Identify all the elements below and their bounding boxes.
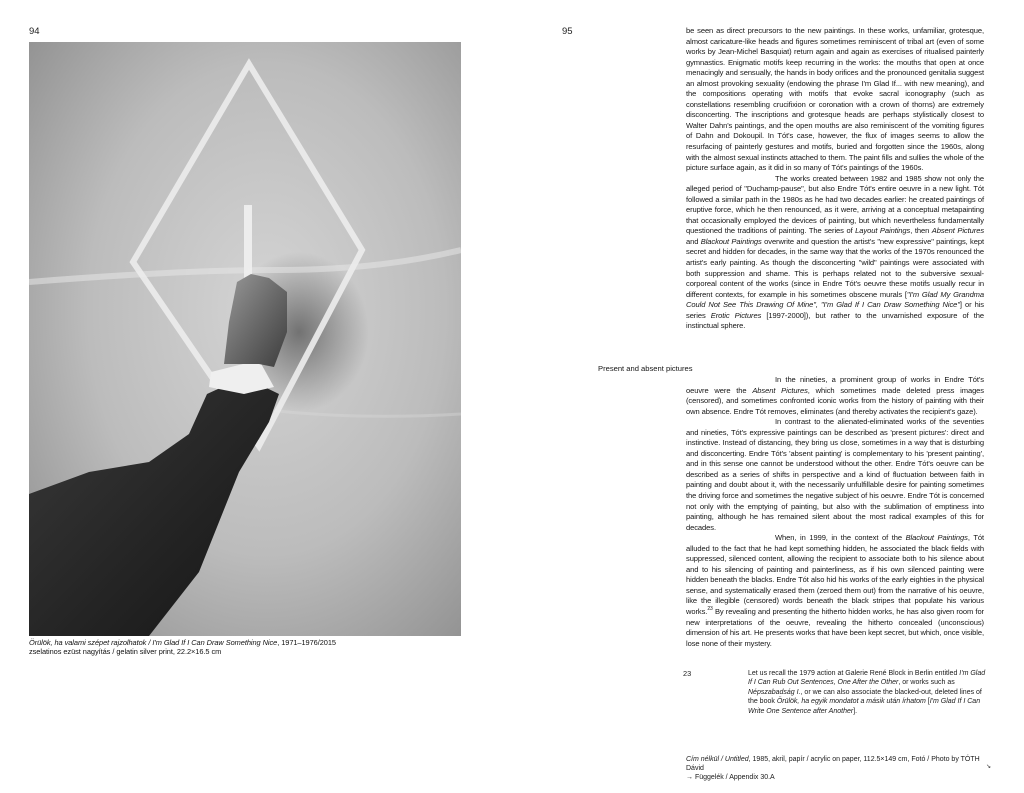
page-number-left: 94 xyxy=(29,26,40,37)
thumbnail-icon: ↘ xyxy=(986,764,992,770)
text-run: and xyxy=(686,236,701,246)
text-run: In contrast to the alienated-eliminated works of the seventies and nineties, Tót's expressive paintings can be described as 'present pictures': direct and instinctive. Instead of distancing, they bring us close, sometimes in a way that is disturbing and disconcerting. Endre Tót's 'absent painting' is complementary to his 'present painting', and in this sense one cannot be understood without the other. Endre Tót's oeuvre can be described as a series of shifts in perspective and a kind of fluctuation between faith in painting and doubt about it, with the necessarily unfulfillable desire for painting sometimes the driving force and sometimes the negative subject of his oeuvre. Endre Tót is concerned not only with the emptying of painting, but also with the sublimation of emptiness into painting, although he has remained silent about the most radical examples of this for decades. xyxy=(686,417,984,532)
left-page xyxy=(0,0,505,793)
artwork-caption-right xyxy=(686,755,986,783)
italic-title: Blackout Paintings xyxy=(700,236,762,246)
text-run: , then xyxy=(910,226,932,236)
text-run: The works created between 1982 and 1985 show not only the alleged period of "Duchamp-pause", but also Endre Tót's entire oeuvre in a new light. Tót followed a similar path in the 1980s as he had two decades earlier: he created paintings of eruptive force, which he then renounced, as it were, arriving at a conceptual metapainting that occasionally employed the devices of painting, but which nevertheless fundamentally questioned the traditions of painting. The series of xyxy=(686,173,984,236)
text-run: ]. xyxy=(853,707,858,715)
text-run: Let us recall the 1979 action at Galerie René Block in Berlin entitled xyxy=(748,670,960,677)
italic-title: Absent Pictures xyxy=(931,226,985,236)
footnote-number: 23 xyxy=(683,669,692,678)
text-run: When, in 1999, in the context of the xyxy=(775,533,906,543)
page-number-right: 95 xyxy=(562,26,573,37)
photo-chalk-vertical-stroke xyxy=(244,205,252,285)
caption-title-en: I'm Glad If I Can Draw Something Nice xyxy=(152,638,278,647)
italic-title: I'm Glad If I Can Write One Sentence after Another xyxy=(748,698,981,715)
text-run: , or we can also associate the blacked-out, deleted lines of the book xyxy=(748,688,982,706)
italic-title: Örülök, ha egyik mondatot a másik után írhatom xyxy=(776,698,926,706)
text-run: , which sometimes made deleted press images (censored), and sometimes confronted iconic works from the history of painting with their own absence. Endre Tót removes, eliminates (and thereby activates the recipient's gaze). xyxy=(686,385,984,416)
italic-title: Layout Paintings xyxy=(855,226,911,236)
italic-title: Erotic Pictures xyxy=(710,310,762,320)
section-body-text xyxy=(598,375,984,649)
section-heading: Present and absent pictures xyxy=(598,364,693,373)
text-run: In the nineties, a prominent group of works in Endre Tót's oeuvre were the xyxy=(686,375,984,395)
caption-right-details: , 1985, akril, papír / acrylic on paper, 112.5×149 cm, Fotó / Photo by TÓTH Dávid xyxy=(686,756,980,773)
paragraph xyxy=(686,174,984,332)
caption-title-line xyxy=(29,638,469,647)
body-text-column xyxy=(686,26,984,332)
caption-right-line-1 xyxy=(686,755,986,773)
caption-medium: zselatinos ezüst nagyítás / gelatin silver print, 22.2×16.5 cm xyxy=(29,647,222,657)
text-run: ] or his series xyxy=(686,300,984,320)
text-run: , Tót alluded to the fact that he had kept something hidden, he associated the black fields with suppressed, silenced content, allowing the recipient to associate both to his silence about and to his silencing of painting and painterliness, as if his own silenced painting were hidden beneath the blacks. Endre Tót also hid his works of the early eighties in the physical sense, and systematically erased them (zeroed them out) from the narrative of his oeuvre, like the illegible (censored) words beneath the black stripes that populate his various works. xyxy=(686,533,984,617)
section-body-inner xyxy=(598,375,984,649)
italic-title: Blackout Paintings xyxy=(905,533,968,543)
text-run: be seen as direct precursors to the new paintings. In these works, unfamiliar, grotesque, almost caricature-like heads and figures sometimes reminiscent of tribal art (even of some works by Jean-Michel Basquiat) return again and again as exercises of ritualised painterly gymnastics. Enigmatic motifs keep recurring in the works: the mouths that open at once menacingly and sensually, the hands in body orifices and the pronounced genitalia suggest an almost provoking sexuality (endowing the phrase I'm Glad If... with new meaning), and the compositions operating with motifs that evoke sacral iconography (such as constellations resembling crucifixion or coronation with a crown of thorns) are extremely disconcerting. The inscriptions and grotesque heads are perhaps stylistically closest to Walter Dahn's paintings, and the open mouths are also reminiscent of the vomiting figures of Dahn and Dokoupil. In Tót's case, however, the flux of images seems to allow the resurfacing of painterly gestures and motifs, buried and forgotten since the 1960s, along with the almost sexual instincts attached to them. The paint fills and sullies the whole of the picture surface again, as it did in so many of Tót's paintings of the 1960s. xyxy=(686,26,984,173)
footnote-text xyxy=(748,669,988,716)
text-run: [ xyxy=(925,698,930,706)
caption-title-hu: Örülök, ha valami szépet rajzolhatok xyxy=(29,638,147,647)
appendix-link[interactable]: → Függelék / Appendix 30.A xyxy=(686,774,775,782)
italic-title: I'm Glad If I Can Rub Out Sentences, One After the Other xyxy=(748,670,986,687)
paragraph xyxy=(686,533,984,649)
italic-title: Absent Pictures xyxy=(752,385,808,395)
photo-caption xyxy=(29,638,469,657)
text-run: [1997-2000]), but rather to the unvarnished exposure of the instinctual sphere. xyxy=(686,310,985,331)
caption-dates: , 1971–1976/2015 xyxy=(277,638,336,647)
artwork-photo xyxy=(29,42,461,636)
caption-title-sep: / xyxy=(146,638,153,647)
text-run: overwrite and question the artist's "new expressive" paintings, kept secret and hidden for decades, in the same way that the works of the 1970s renounced the artist's early painting. As though the disconcerting "wild" paintings were associated with both suppression and shame. This is perhaps related not to the subversive sexual-corporeal content of the works (since in Endre Tót's oeuvre these motifs usually recur in different contexts, for example in his sometimes obscene murals [ xyxy=(686,236,984,299)
text-run: By revealing and presenting the hitherto hidden works, he has also given room for new interpretations of the oeuvre, revealing the hitherto concealed (unconscious) dimension of his art. He presents works that have been kept secret, but which, once visible, lose none of their mystery. xyxy=(686,607,984,648)
text-run: , or works such as xyxy=(898,679,955,687)
paragraph xyxy=(686,375,984,417)
caption-right-title: Cím nélkül / Untitled xyxy=(686,756,749,763)
italic-title: Népszabadság I. xyxy=(748,688,801,696)
paragraph xyxy=(686,417,984,533)
footnote-ref[interactable]: 23 xyxy=(707,606,713,613)
paragraph xyxy=(686,26,984,174)
italic-title: "I'm Glad My Grandma Could Not See This Drawing Of Mine", "I'm Glad If I Can Draw Something Nice" xyxy=(686,289,985,310)
